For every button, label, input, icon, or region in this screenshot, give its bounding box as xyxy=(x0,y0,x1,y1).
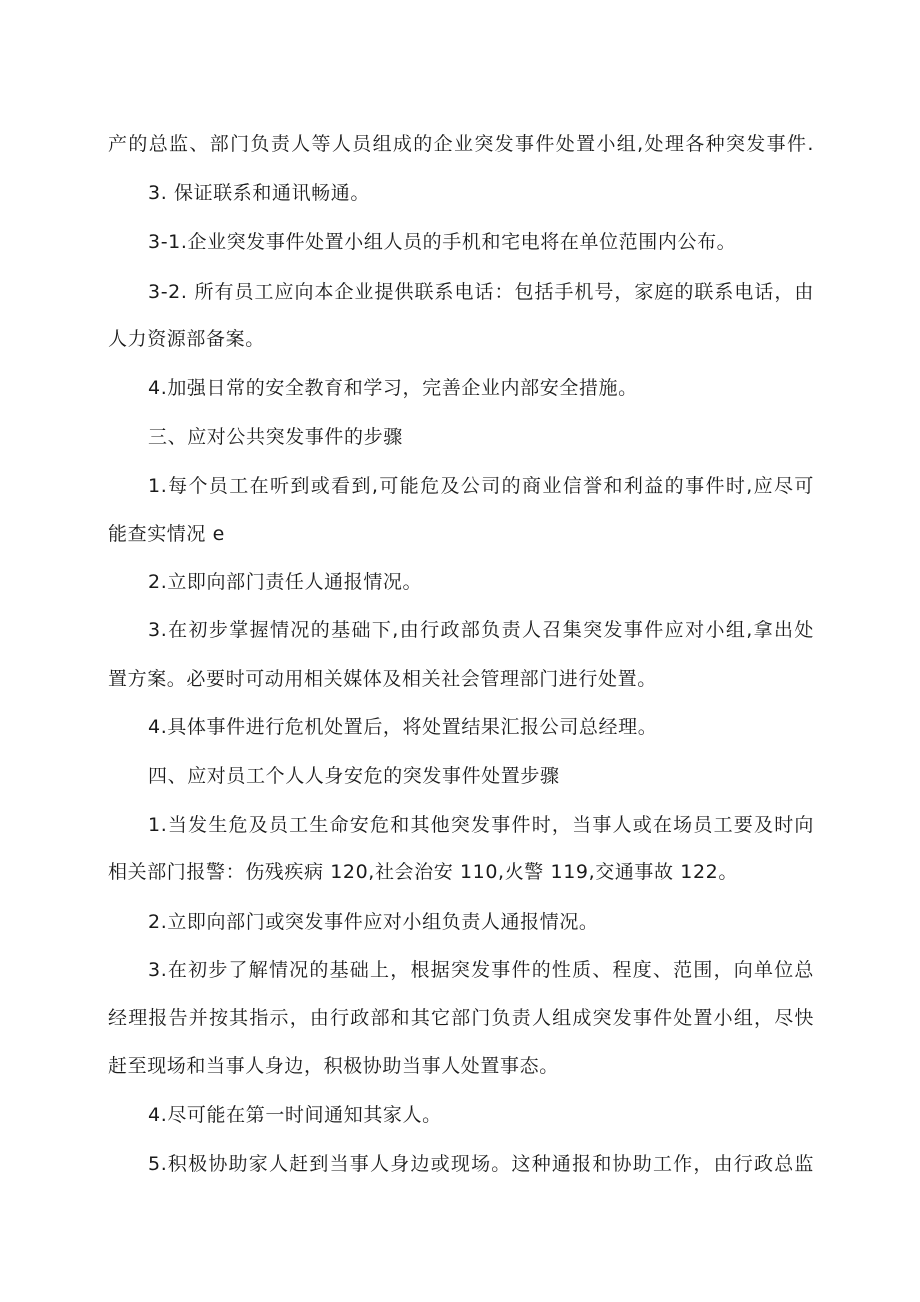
paragraph-line: 经理报告并按其指示，由行政部和其它部门负责人组成突发事件处置小组，尽快 xyxy=(108,1007,814,1029)
paragraph-line: 2.立即向部门或突发事件应对小组负责人通报情况。 xyxy=(148,911,599,933)
paragraph-line: 3.在初步掌握情况的基础下,由行政部负责人召集突发事件应对小组,拿出处 xyxy=(148,619,814,641)
section-heading: 三、应对公共突发事件的步骤 xyxy=(148,426,403,448)
paragraph-line: 3-2. 所有员工应向本企业提供联系电话：包括手机号，家庭的联系电话，由 xyxy=(148,281,814,303)
paragraph-line: 3.在初步了解情况的基础上，根据突发事件的性质、程度、范围，向单位总 xyxy=(148,959,814,981)
paragraph-line: 能查实情况 e xyxy=(108,523,225,545)
paragraph-line: 3-1.企业突发事件处置小组人员的手机和宅电将在单位范围内公布。 xyxy=(148,231,737,253)
paragraph-line: 4.尽可能在第一时间通知其家人。 xyxy=(148,1104,442,1126)
paragraph-line: 1.每个员工在听到或看到,可能危及公司的商业信誉和利益的事件时,应尽可 xyxy=(148,475,814,497)
paragraph-line: 置方案。必要时可动用相关媒体及相关社会管理部门进行处置。 xyxy=(108,668,657,690)
paragraph-line: 1.当发生危及员工生命安危和其他突发事件时，当事人或在场员工要及时向 xyxy=(148,814,814,836)
paragraph-line: 3. 保证联系和通讯畅通。 xyxy=(148,182,370,204)
paragraph-line: 赶至现场和当事人身边，积极协助当事人处置事态。 xyxy=(108,1055,559,1077)
paragraph-line: 5.积极协助家人赶到当事人身边或现场。这种通报和协助工作，由行政总监 xyxy=(148,1153,814,1175)
section-heading: 四、应对员工个人人身安危的突发事件处置步骤 xyxy=(148,765,560,787)
paragraph-line: 产的总监、部门负责人等人员组成的企业突发事件处置小组,处理各种突发事件. xyxy=(108,133,814,155)
paragraph-line: 相关部门报警：伤残疾病 120,社会治安 110,火警 119,交通事故 122。 xyxy=(108,861,738,883)
paragraph-line: 4.加强日常的安全教育和学习，完善企业内部安全措施。 xyxy=(148,377,638,399)
paragraph-line: 人力资源部备案。 xyxy=(108,328,265,350)
paragraph-line: 4.具体事件进行危机处置后，将处置结果汇报公司总经理。 xyxy=(148,716,658,738)
paragraph-line: 2.立即向部门责任人通报情况。 xyxy=(148,571,423,593)
